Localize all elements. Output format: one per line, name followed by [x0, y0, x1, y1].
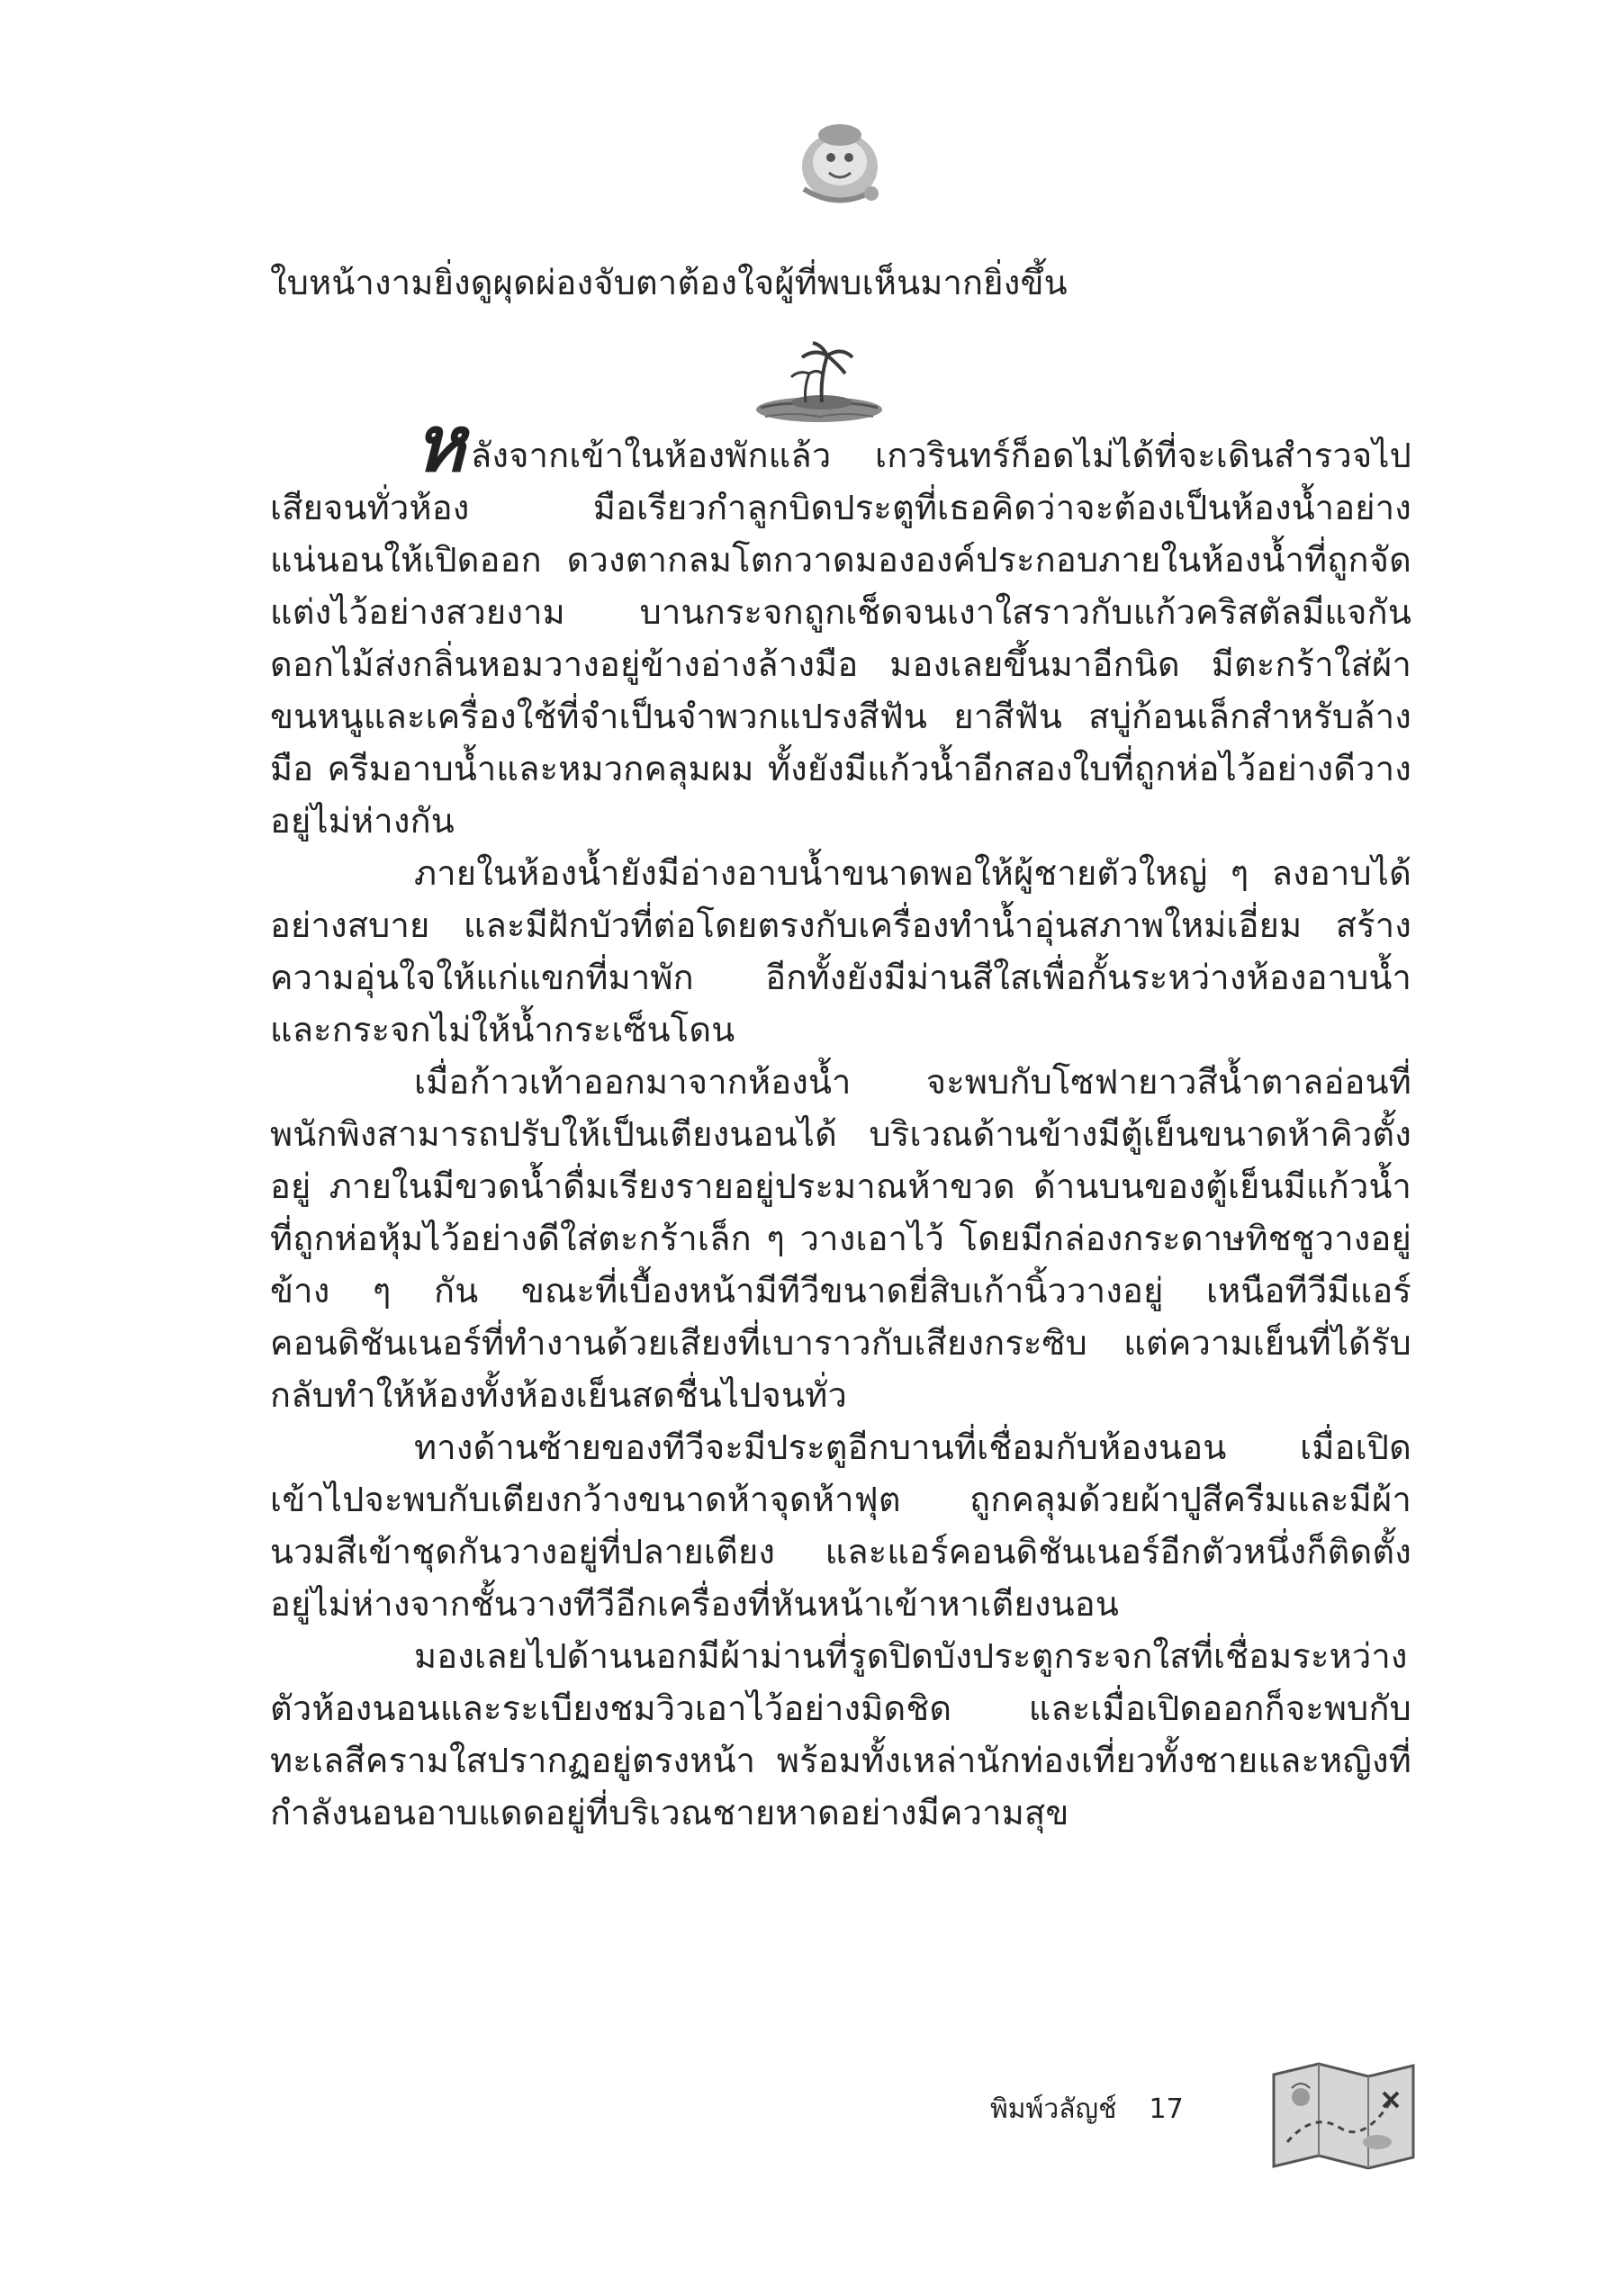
page-number: 17: [1149, 2093, 1184, 2125]
paragraph-continued: ใบหน้างามยิ่งดูผุดผ่องจับตาต้องใจผู้ที่พบเห็นมากยิ่งขึ้น: [270, 263, 1068, 302]
paragraph-1-text: ลังจากเข้าในห้องพักแล้ว เกวรินทร์ก็อดไม่ได้ที่จะเดินสำรวจไปเสียจนทั่วห้อง มือเรียวกำลูกบิดประตูที่เธอคิดว่าจะต้องเป็นห้องน้ำอย่างแน่นอนให้เปิดออก ดวงตากลมโตกวาดมององค์ประกอบภายในห้องน้ำที่ถูกจัดแต่งไว้อย่างสวยงาม บานกระจกถูกเช็ดจนเงาใสราวกับแก้วคริสตัลมีแจกันดอกไม้ส่งกลิ่นหอมวางอยู่ข้างอ่างล้างมือ มองเลยขึ้นมาอีกนิด มีตะกร้าใส่ผ้าขนหนูและเครื่องใช้ที่จำเป็นจำพวกแปรงสีฟัน ยาสีฟัน สบู่ก้อนเล็กสำหรับล้างมือ ครีมอาบน้ำและหมวกคลุมผม ทั้งยังมีแก้วน้ำอีกสองใบที่ถูกห่อไว้อย่างดีวางอยู่ไม่ห่างกัน: [270, 436, 1411, 841]
paragraph-1: [270, 399, 1411, 847]
paragraph-3: เมื่อก้าวเท้าออกมาจากห้องน้ำ จะพบกับโซฟายาวสีน้ำตาลอ่อนที่พนักพิงสามารถปรับให้เป็นเตียงนอนได้ บริเวณด้านข้างมีตู้เย็นขนาดห้าคิวตั้งอยู่ ภายในมีขวดน้ำดื่มเรียงรายอยู่ประมาณห้าขวด ด้านบนของตู้เย็นมีแก้วน้ำที่ถูกห่อหุ้มไว้อย่างดีใส่ตะกร้าเล็ก ๆ วางเอาไว้ โดยมีกล่องกระดาษทิชชูวางอยู่ข้าง ๆ กัน ขณะที่เบื้องหน้ามีทีวีขนาดยี่สิบเก้านิ้ววางอยู่ เหนือทีวีมีแอร์คอนดิชันเนอร์ที่ทำงานด้วยเสียงที่เบาราวกับเสียงกระซิบ แต่ความเย็นที่ได้รับกลับทำให้ห้องทั้งห้องเย็นสดชื่นไปจนทั่ว: [270, 1062, 1411, 1415]
cartoon-character-icon: [786, 117, 894, 207]
palm-island-icon: [752, 338, 887, 428]
page-footer: [990, 2088, 1260, 2130]
body-text: [270, 399, 1411, 1839]
paragraph-2: ภายในห้องน้ำยังมีอ่างอาบน้ำขนาดพอให้ผู้ชายตัวใหญ่ ๆ ลงอาบได้อย่างสบาย และมีฝักบัวที่ต่อโดยตรงกับเครื่องทำน้ำอุ่นสภาพใหม่เอี่ยม สร้างความอุ่นใจให้แก่แขกที่มาพัก อีกทั้งยังมีม่านสีใสเพื่อกั้นระหว่างห้องอาบน้ำและกระจกไม่ให้น้ำกระเซ็นโดน: [270, 853, 1411, 1049]
treasure-map-icon: [1265, 2057, 1422, 2174]
drop-cap: ห: [414, 399, 465, 490]
continued-line: [270, 257, 1411, 309]
paragraph-4: ทางด้านซ้ายของทีวีจะมีประตูอีกบานที่เชื่อมกับห้องนอน เมื่อเปิดเข้าไปจะพบกับเตียงกว้างขนาดห้าจุดห้าฟุต ถูกคลุมด้วยผ้าปูสีครีมและมีผ้านวมสีเข้าชุดกันวางอยู่ที่ปลายเตียง และแอร์คอนดิชันเนอร์อีกตัวหนึ่งก็ติดตั้งอยู่ไม่ห่างจากชั้นวางทีวีอีกเครื่องที่หันหน้าเข้าหาเตียงนอน: [270, 1427, 1411, 1624]
paragraph-5: มองเลยไปด้านนอกมีผ้าม่านที่รูดปิดบังประตูกระจกใสที่เชื่อมระหว่างตัวห้องนอนและระเบียงชมวิวเอาไว้อย่างมิดชิด และเมื่อเปิดออกก็จะพบกับทะเลสีครามใสปรากฏอยู่ตรงหน้า พร้อมทั้งเหล่านักท่องเที่ยวทั้งชายและหญิงที่กำลังนอนอาบแดดอยู่ที่บริเวณชายหาดอย่างมีความสุข: [270, 1636, 1411, 1832]
publisher-name: พิมพ์วลัญช์: [990, 2093, 1117, 2125]
